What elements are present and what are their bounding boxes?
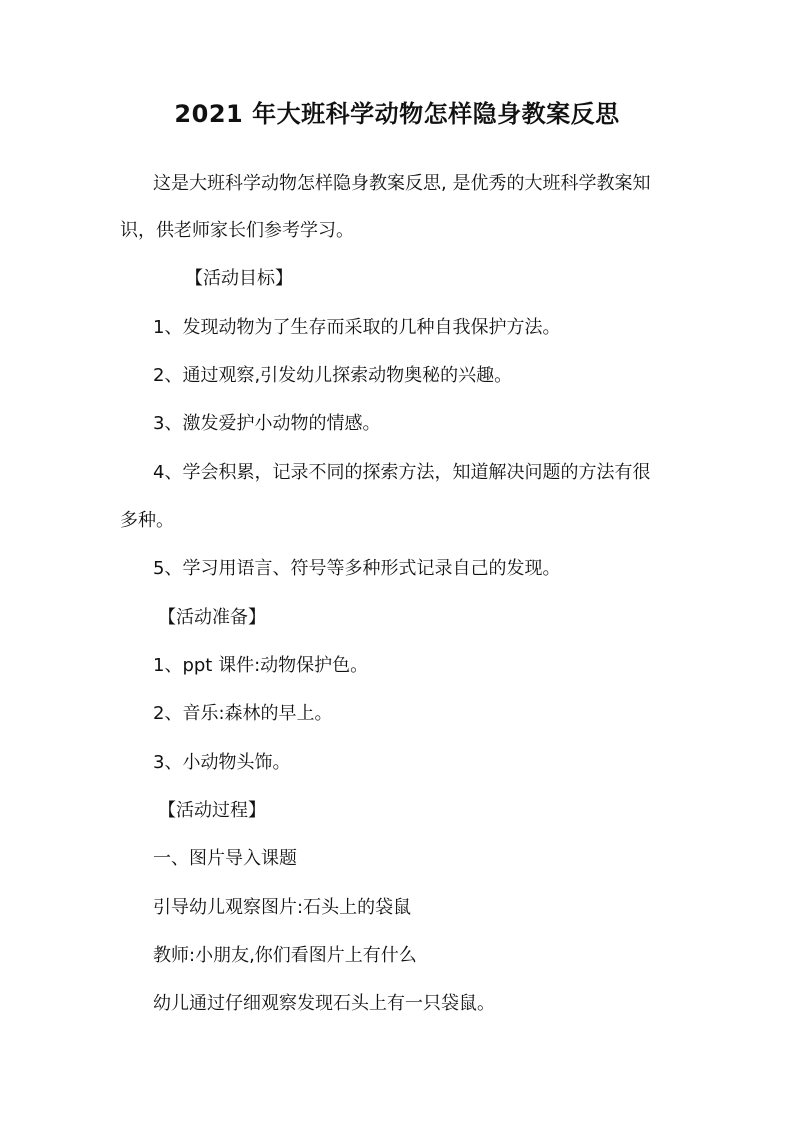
goal-item: 3、激发爱护小动物的情感。 (153, 413, 381, 434)
process-paragraph: 引导幼儿观察图片:石头上的袋鼠 (153, 897, 412, 918)
intro-paragraph-line: 这是大班科学动物怎样隐身教案反思, 是优秀的大班科学教案知 (153, 173, 651, 194)
goal-item: 4、学会积累，记录不同的探索方法，知道解决问题的方法有很 (153, 462, 651, 483)
goal-item: 2、通过观察,引发幼儿探索动物奥秘的兴趣。 (153, 365, 513, 386)
prep-heading: 【活动准备】 (158, 607, 266, 628)
prep-item: 2、音乐:森林的早上。 (153, 703, 333, 724)
process-paragraph: 幼儿通过仔细观察发现石头上有一只袋鼠。 (153, 993, 495, 1014)
goals-heading: 【活动目标】 (185, 268, 293, 289)
prep-item: 1、ppt 课件:动物保护色。 (153, 655, 369, 676)
goal-item: 5、学习用语言、符号等多种形式记录自己的发现。 (153, 558, 561, 579)
process-step: 一、图片导入课题 (153, 848, 297, 869)
goal-item-continued: 多种。 (120, 510, 174, 531)
process-heading: 【活动过程】 (158, 800, 266, 821)
prep-item: 3、小动物头饰。 (153, 752, 291, 773)
goal-item: 1、发现动物为了生存而采取的几种自我保护方法。 (153, 317, 561, 338)
document-title: 2021 年大班科学动物怎样隐身教案反思 (174, 100, 620, 128)
process-paragraph: 教师:小朋友,你们看图片上有什么 (153, 945, 417, 966)
intro-paragraph-line: 识，供老师家长们参考学习。 (120, 220, 354, 241)
